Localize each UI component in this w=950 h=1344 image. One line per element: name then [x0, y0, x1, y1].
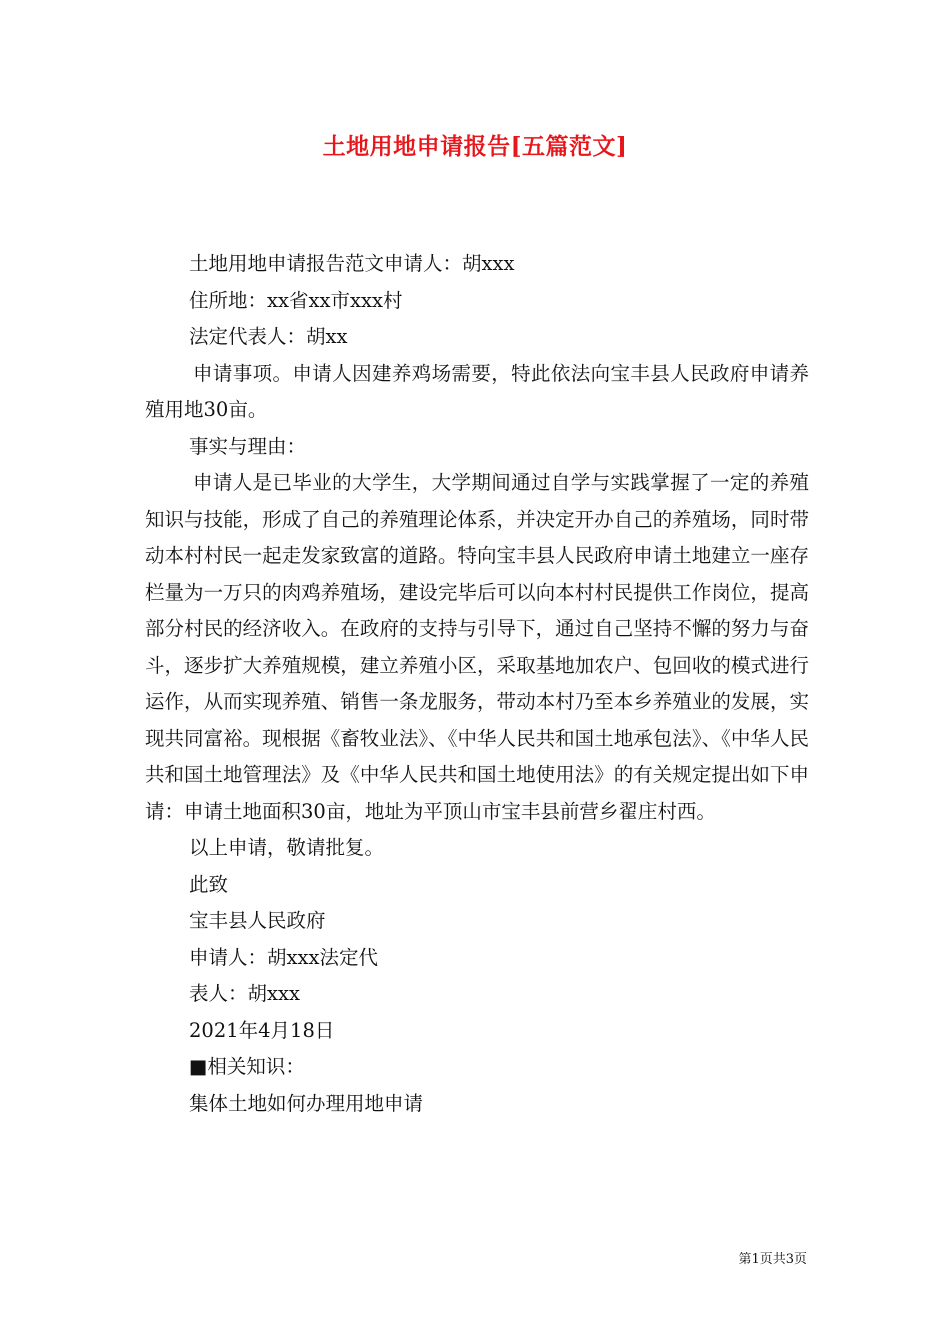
related-knowledge-heading: ■相关知识： — [189, 1055, 305, 1078]
signature-line-2: 表人：胡xxx — [189, 982, 300, 1005]
document-body — [145, 246, 809, 1122]
signature-line-1: 申请人：胡xxx法定代 — [189, 945, 378, 969]
document-title: 土地用地申请报告[五篇范文] — [322, 133, 628, 160]
facts-paragraph: 申请人是已毕业的大学生，大学期间通过自学与实践掌握了一定的养殖知识与技能，形成了自己的养殖理论体系，并决定开办自己的养殖场，同时带动本村村民一起走发家致富的道路。特向宝丰县人民政府申请土地建立一座存栏量为一万只的肉鸡养殖场，建设完毕后可以向本村村民提供工作岗位，提高部分村民的经济收入。在政府的支持与引导下，通过自己坚持不懈的努力与奋斗，逐步扩大养殖规模，建立养殖小区，采取基地加农户、包回收的模式进行运作，从而实现养殖、销售一条龙服务，带动本村乃至本乡养殖业的发展，实现共同富裕。现根据《畜牧业法》、《中华人民共和国土地承包法》、《中华人民共和国土地管理法》及《中华人民共和国土地使用法》的有关规定提出如下申请：申请土地面积30亩，地址为平顶山市宝丰县前营乡翟庄村西。 — [145, 471, 809, 823]
legal-representative-line: 法定代表人：胡xx — [189, 325, 348, 348]
recipient-line: 宝丰县人民政府 — [189, 909, 326, 932]
applicant-line: 土地用地申请报告范文申请人：胡xxx — [189, 252, 515, 275]
facts-heading: 事实与理由： — [189, 434, 307, 458]
request-approval-line: 以上申请，敬请批复。 — [189, 836, 385, 859]
page-number-footer: 第1页共3页 — [738, 1252, 807, 1267]
salutation-line: 此致 — [189, 872, 229, 896]
related-knowledge-item: 集体土地如何办理用地申请 — [189, 1091, 424, 1115]
address-line: 住所地：xx省xx市xxx村 — [189, 288, 403, 312]
application-matter-paragraph: 申请事项。申请人因建养鸡场需要，特此依法向宝丰县人民政府申请养殖用地30亩。 — [145, 361, 809, 421]
date-line: 2021年4月18日 — [189, 1018, 335, 1042]
